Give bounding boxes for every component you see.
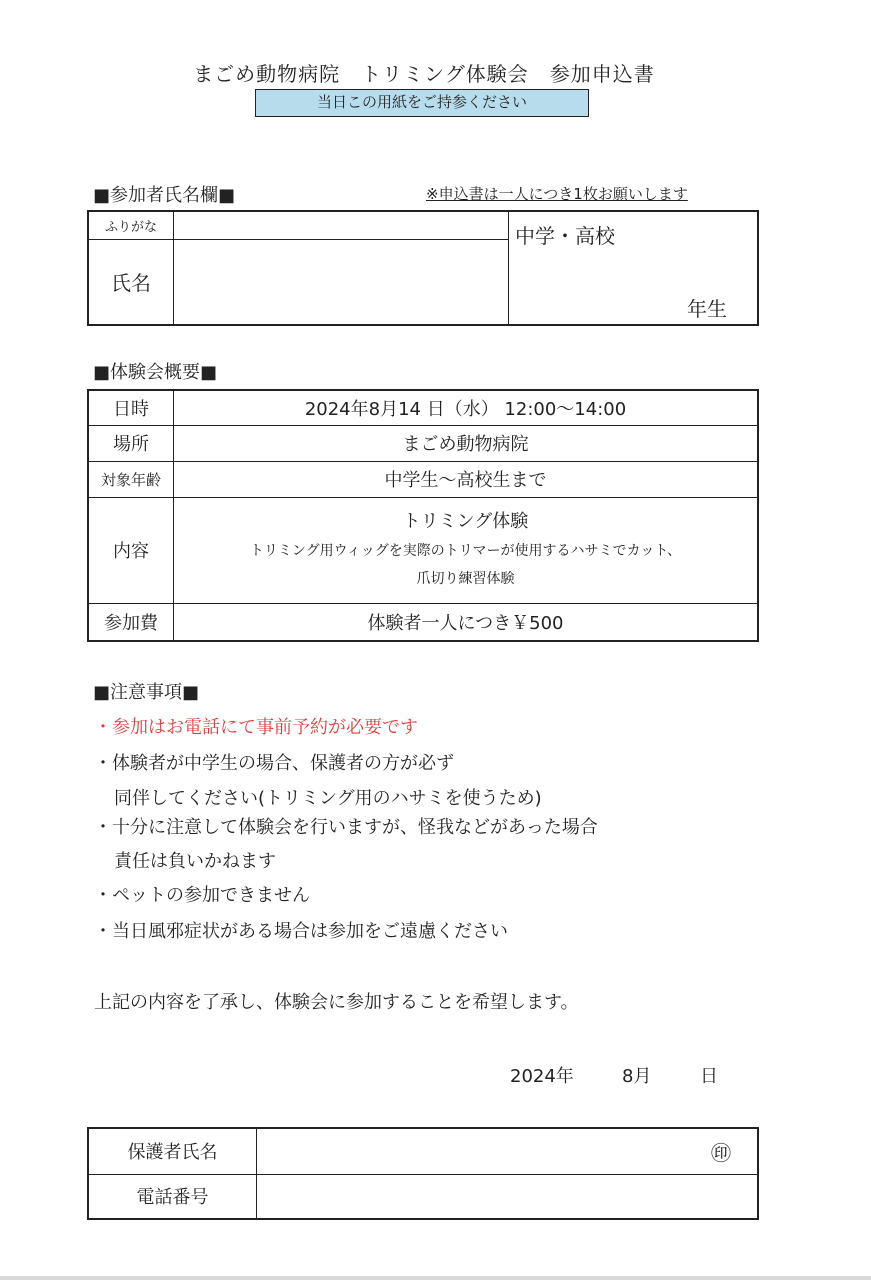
place-value: まごめ動物病院: [174, 425, 759, 461]
datetime-label: 日時: [88, 390, 174, 425]
agreement-text: 上記の内容を了承し、体験会に参加することを希望します。: [94, 992, 579, 1013]
age-label: 対象年齢: [88, 461, 174, 497]
guardian-table: [87, 1127, 759, 1220]
content-line1: トリミング用ウィッグを実際のトリマーが使用するハサミでカット、: [249, 543, 682, 559]
page-bottom-edge: [0, 1276, 871, 1280]
note-cold-symptoms: ・当日風邪症状がある場合は参加をご遠慮ください: [94, 921, 508, 942]
page-title: まごめ動物病院 トリミング体験会 参加申込書: [193, 62, 655, 86]
one-form-per-person-note: ※申込書は一人につき1枚お願いします: [426, 185, 688, 203]
guardian-name-label: 保護者氏名: [88, 1128, 257, 1174]
note-liability-line1: ・十分に注意して体験会を行いますが、怪我などがあった場合: [94, 817, 598, 838]
note-reservation-required: ・参加はお電話にて事前予約が必要です: [94, 717, 418, 738]
seal-icon: ㊞: [711, 1141, 731, 1165]
overview-heading: ■体験会概要■: [93, 362, 218, 383]
note-liability-line2: 責任は負いかねます: [114, 851, 276, 872]
date-day: 日: [700, 1066, 718, 1087]
note-guardian-line1: ・体験者が中学生の場合、保護者の方が必ず: [94, 753, 454, 774]
note-no-pets: ・ペットの参加できません: [94, 885, 310, 906]
bring-form-banner: 当日この用紙をご持参ください: [255, 89, 589, 117]
date-year: 2024年: [510, 1066, 574, 1087]
place-label: 場所: [88, 425, 174, 461]
participant-heading: ■参加者氏名欄■: [93, 185, 236, 206]
name-label: 氏名: [88, 239, 174, 325]
furigana-field[interactable]: [174, 211, 509, 239]
fee-value: 体験者一人につき￥500: [174, 603, 759, 641]
school-label: 中学・高校: [515, 224, 615, 248]
notes-heading: ■注意事項■: [93, 682, 200, 703]
grade-suffix: 年生: [687, 297, 727, 321]
name-field[interactable]: [174, 239, 509, 325]
participant-table: [87, 210, 759, 326]
furigana-label: ふりがな: [88, 211, 174, 239]
phone-field[interactable]: [257, 1174, 759, 1219]
content-label: 内容: [88, 497, 174, 603]
school-grade-field[interactable]: [509, 211, 759, 325]
fee-label: 参加費: [88, 603, 174, 641]
phone-label: 電話番号: [88, 1174, 257, 1219]
content-title: トリミング体験: [402, 511, 529, 532]
datetime-value: 2024年8月14 日（水） 12:00〜14:00: [174, 390, 759, 425]
note-guardian-line2: 同伴してください(トリミング用のハサミを使うため): [114, 788, 542, 809]
content-line2: 爪切り練習体験: [416, 571, 515, 587]
age-value: 中学生〜高校生まで: [174, 461, 759, 497]
guardian-name-field[interactable]: [257, 1128, 759, 1174]
date-month: 8月: [622, 1066, 652, 1087]
overview-table: [87, 389, 759, 642]
